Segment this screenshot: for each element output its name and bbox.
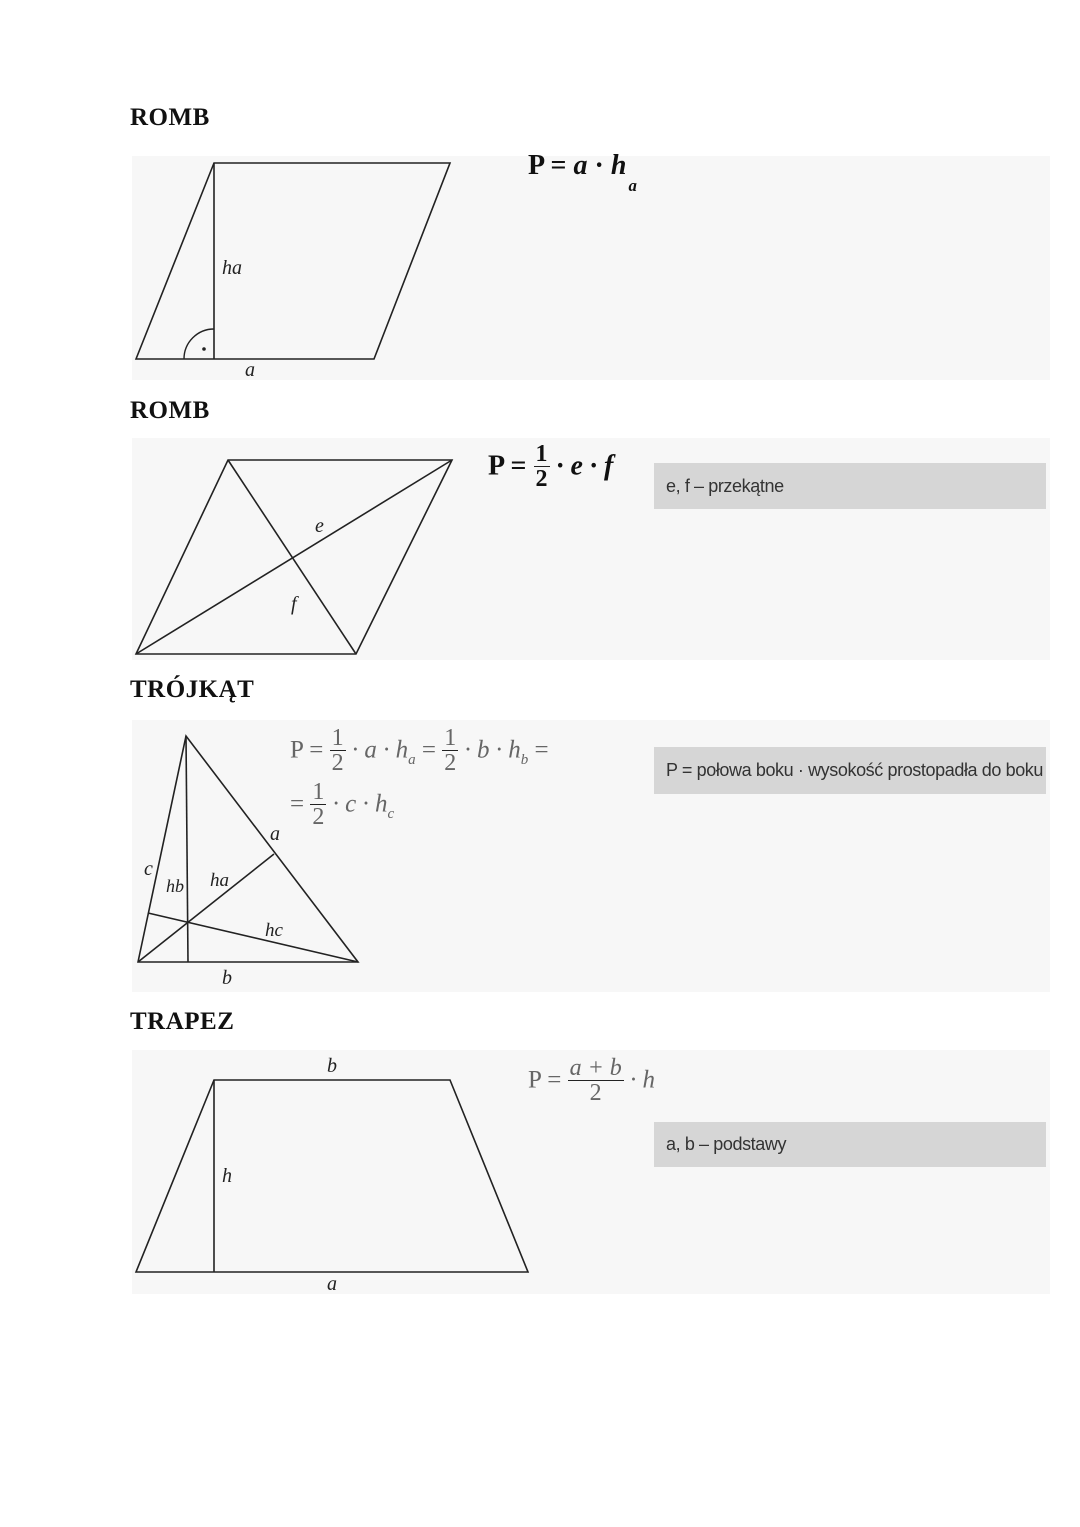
rhombus-shape <box>136 163 450 359</box>
section-title-romb-1: ROMB <box>130 104 210 131</box>
section-title-trojkat: TRÓJKĄT <box>130 676 255 703</box>
rhombus-height-diagram <box>132 156 1050 380</box>
side-c-label: c <box>144 858 153 880</box>
height-hb-line <box>186 736 188 962</box>
note-triangle: P = połowa boku · wysokość prostopadła do boku <box>654 747 1046 794</box>
right-angle-dot-icon <box>202 347 206 351</box>
formula-trapezoid: P = $\frac{a + b}{2}$ · h <box>528 1055 656 1106</box>
section-title-romb-2: ROMB <box>130 397 210 424</box>
height-ha-label: ha <box>210 870 229 891</box>
formula-triangle-line-1: P = $\frac{1}{2}$ · $a \cdot h_a$ = $\frac{1}{2}$ · $b \cdot h_b$ = <box>290 725 549 776</box>
rhombus-height-panel <box>132 156 1050 380</box>
height-label: h <box>222 1165 232 1187</box>
note-diagonals: e, f – przekątne <box>654 463 1046 509</box>
height-label: ha <box>222 257 242 279</box>
formula-rhombus-diagonals: P = $\frac{1}{2}$ · e · f <box>488 441 614 492</box>
diagonal-e-label: e <box>315 515 324 537</box>
height-hb-label: hb <box>166 876 184 896</box>
base-b-label: b <box>327 1055 337 1077</box>
height-ha-line <box>138 854 274 962</box>
section-title-trapez: TRAPEZ <box>130 1008 235 1035</box>
base-a-label: a <box>327 1273 337 1294</box>
diagonal-f-label: f <box>291 593 297 615</box>
right-angle-icon <box>184 329 214 359</box>
height-hc-label: hc <box>265 920 283 941</box>
base-label: a <box>245 359 255 380</box>
trapezoid-shape <box>136 1080 528 1272</box>
side-b-label: b <box>222 967 232 989</box>
diagonal-f <box>228 460 356 654</box>
formula-triangle-line-2: = $\frac{1}{2}$ · $c \cdot h_c$ <box>290 779 395 830</box>
side-a-label: a <box>270 823 280 845</box>
note-trapezoid: a, b – podstawy <box>654 1122 1046 1167</box>
formula-rhombus-height: $P = a \cdot h_a$ <box>528 150 637 195</box>
